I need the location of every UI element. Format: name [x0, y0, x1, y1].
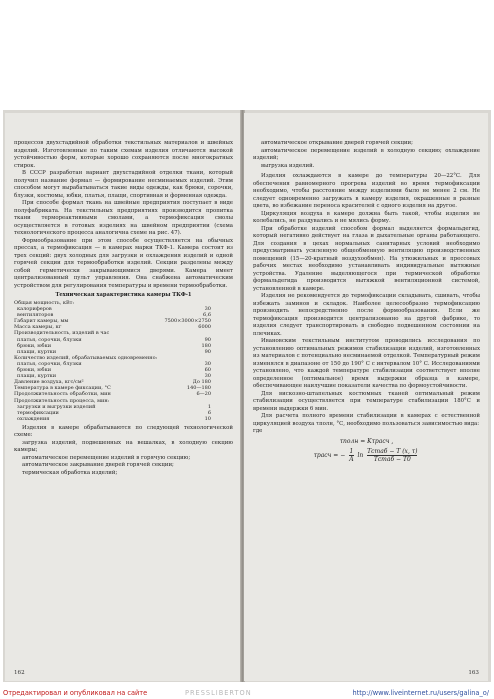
spec-value: 6000	[198, 324, 211, 331]
paragraph: Циркуляция воздуха в камере должна быть такой, чтобы изделия не колебались, не раздувались и не мялись форму.	[253, 210, 480, 224]
list-item: выгрузка изделий.	[261, 162, 315, 169]
paragraph: Для расчета полного времени стабилизации в камерах с естественной циркуляцией воздуха τполн, °С, необходимо пользоваться зависимостью вида:	[253, 413, 480, 427]
table-title: Техническая характеристика камеры ТКФ-1	[55, 292, 192, 298]
spec-value: 30	[204, 306, 211, 313]
footer-credit: Отредактировал и опубликовал на сайте	[3, 689, 148, 697]
spec-value: 7500×3000×2750	[164, 318, 211, 325]
spec-value: 180	[201, 342, 211, 349]
spec-value: 6—20	[196, 391, 211, 398]
spec-label: плащи, куртки	[17, 348, 57, 355]
paragraph: При способе формал ткань на швейные предприятия поступает в виде полуфабриката. На текстильных предприятиях производится пропитка ткани термореактивными смолами, а термофиксация смолы осуществляется в готовых изделиях на швейном предприятии (схема технологического процесса аналогична схеме на рис. 47).	[14, 200, 233, 236]
spec-value: 60	[204, 367, 211, 374]
spec-label: брюки, юбки	[17, 342, 52, 349]
spec-label: загрузки и выгрузки изделий	[17, 403, 96, 410]
footer-bar	[0, 688, 494, 699]
formula-1	[253, 436, 480, 448]
spec-label: термофиксации	[17, 409, 59, 416]
spec-label: Общая мощность, кВт:	[14, 300, 75, 306]
ratio-denominator: Tстаб − T0	[373, 455, 411, 463]
list-item: термическая обработка изделий;	[22, 469, 118, 476]
spec-value: 30	[204, 373, 211, 380]
formula-1-text: τполн = Kτрасч ,	[339, 437, 394, 445]
formula-2	[253, 448, 480, 463]
left-page	[5, 113, 241, 681]
spec-label: платья, сорочки, блузки	[17, 336, 82, 343]
list-item: автоматическое перемещение изделий в горячую секцию;	[22, 454, 191, 461]
list-item: автоматическое открывание дверей горячей секции;	[261, 140, 413, 146]
spec-value: 1	[207, 403, 211, 410]
footer-link[interactable]: http://www.liveinternet.ru/users/galina_o/	[352, 689, 489, 697]
spec-label: охлаждения	[17, 415, 50, 422]
ratio-numerator: Tстаб − T (x, τ)	[367, 447, 418, 455]
spec-value: 10	[204, 415, 211, 422]
paragraph: процессов двухстадийной обработки текстильных материалов и швейных изделий. Изготовленные по таким схемам изделия отличаются высокой устойчивостью форм, которые хорошо сохраняются после многократных стирок.	[14, 140, 233, 169]
right-page	[244, 113, 488, 681]
spec-label: Производительность, изделий в час	[14, 330, 110, 337]
spec-value: 140—180	[186, 385, 211, 392]
coef-denominator: A	[349, 455, 354, 463]
formula-2-ln: ln	[357, 451, 364, 459]
spec-label: Продолжительность процесса, мин:	[14, 397, 110, 404]
formula-2-lhs: τрасч = −	[313, 451, 346, 459]
spec-label: Количество изделий, обрабатываемых одновременно:	[14, 354, 158, 361]
page-number-right: 163	[468, 670, 479, 676]
specs-table	[14, 300, 233, 422]
paragraph: Изделия охлаждаются в камере до температуры 20—22°С. Для обеспечения равномерного прогрева изделий во время термофиксации необходимо, чтобы расстояние между изделиями было не менее 2 см. Не следует одновременно загружать в камеру изделия, окрашенные в разные цвета, во избежание переноса красителей с одного изделия на другое.	[253, 173, 480, 209]
spec-label: калориферов	[17, 306, 52, 313]
spec-value: 6	[207, 409, 211, 416]
formula-2-ratio	[367, 448, 417, 463]
paragraph: Изделия в камере обрабатываются по следующей технологической схеме:	[14, 424, 233, 439]
formula-2-coef	[349, 448, 353, 463]
page-number-left: 162	[14, 670, 25, 676]
left-page-text	[14, 140, 233, 663]
spec-label: Масса камеры, кг	[14, 324, 62, 331]
spec-value: 30	[204, 360, 211, 367]
coef-numerator: 1	[349, 447, 354, 455]
list-item: автоматическое закрывание дверей горячей секции;	[22, 462, 174, 469]
paragraph: В СССР разработан вариант двухстадийной отделки ткани, который получил название формал — формирование несминаемых изделий. Этим способом могут вырабатываться такие виды одежды, как брюки, сорочки, блузки, костюмы, юбки, платья, плащи, спортивная и форменная одежда.	[14, 170, 233, 199]
paragraph: Для вискозно-штапельных костюмных тканей оптимальный режим стабилизации осуществляется при температуре стабилизации 180°С и времени выдержки 6 мин.	[253, 390, 480, 412]
spec-label: брюки, юбки	[17, 367, 52, 374]
paragraph: Ивановским текстильным институтом проводились исследования по установлению оптимальных режимов стабилизации изделий, изготовленных из материалов с потенциально несминаемой отделкой. Температурный режим изменялся в диапазоне от 150 до 190° С с интервалом 10° С. Исследованиями установлено, что каждой температуре стабилизации соответствует вполне определенное (оптимальное) время выдержки образца в камере, обеспечивающее наилучшие показатели качества по формоустойчивости.	[253, 338, 480, 389]
paragraph: Изделия не рекомендуется до термофиксации складывать, сшивать, чтобы избежать заминов и складок. Наиболее целесообразно термофиксацию производить непосредственно после формообразования. Если же термофиксация производится централизованно на другой фабрике, то изделия следует транспортировать в свободно подвешенном состоянии на плечиках.	[253, 293, 480, 337]
where-label: где	[253, 428, 263, 434]
spec-label: Продолжительность обработки, мин	[14, 391, 111, 398]
paragraph: При обработке изделий способом формал выделяется формальдегид, который негативно действует на глаза и дыхательные органы работающего. Для создания в цехах нормальных санитарных условий необходимо предусматривать усиленную общеобменную вентиляцию производственных помещений (15—20-кратный воздухообмен). На утюжильных и прессовых рабочих местах необходимо устанавливать индивидуальные вытяжные устройства. Удаление выделяющегося при термической обработке формальдегида производится вытяжкой вентиляционной системой, установленной в камере.	[253, 225, 480, 292]
spec-value: 90	[204, 336, 211, 343]
spec-label: Давление воздуха, кгс/см²	[14, 379, 84, 386]
list-item: загрузка изделий, подвешенных на вешалках, в холодную секцию камеры;	[14, 439, 233, 454]
paragraph: Формообразование при этом способе осуществляется на обычных прессах, а термофиксация — в камерах марки ТКФ-1. Камера состоит из трех секций: двух холодных для загрузки и охлаждения изделий и одной горячей секции для термообработки изделий. Секции разделены между собой герметически закрывающимися дверями. Камера имеет централизованный пульт управления. Она снабжена автоматическим устройством для регулирования температуры и времени термообработки.	[14, 237, 233, 289]
right-page-text	[253, 140, 480, 663]
spec-label: Габарит камеры, мм	[14, 318, 69, 325]
spec-label: вентиляторов	[17, 312, 54, 319]
spec-label: платья, сорочки, блузки	[17, 360, 82, 367]
spec-label: плащи, куртки	[17, 373, 57, 380]
spec-value: До 180	[192, 379, 211, 386]
spec-value: 6,6	[203, 312, 211, 319]
spec-label: Температура в камере фиксации, °С	[14, 385, 111, 392]
list-item: автоматическое перемещение изделий в холодную секцию; охлаждение изделий;	[253, 147, 480, 161]
spec-value: 90	[204, 348, 211, 355]
footer-watermark: PRESSLIBERTON	[185, 689, 252, 697]
